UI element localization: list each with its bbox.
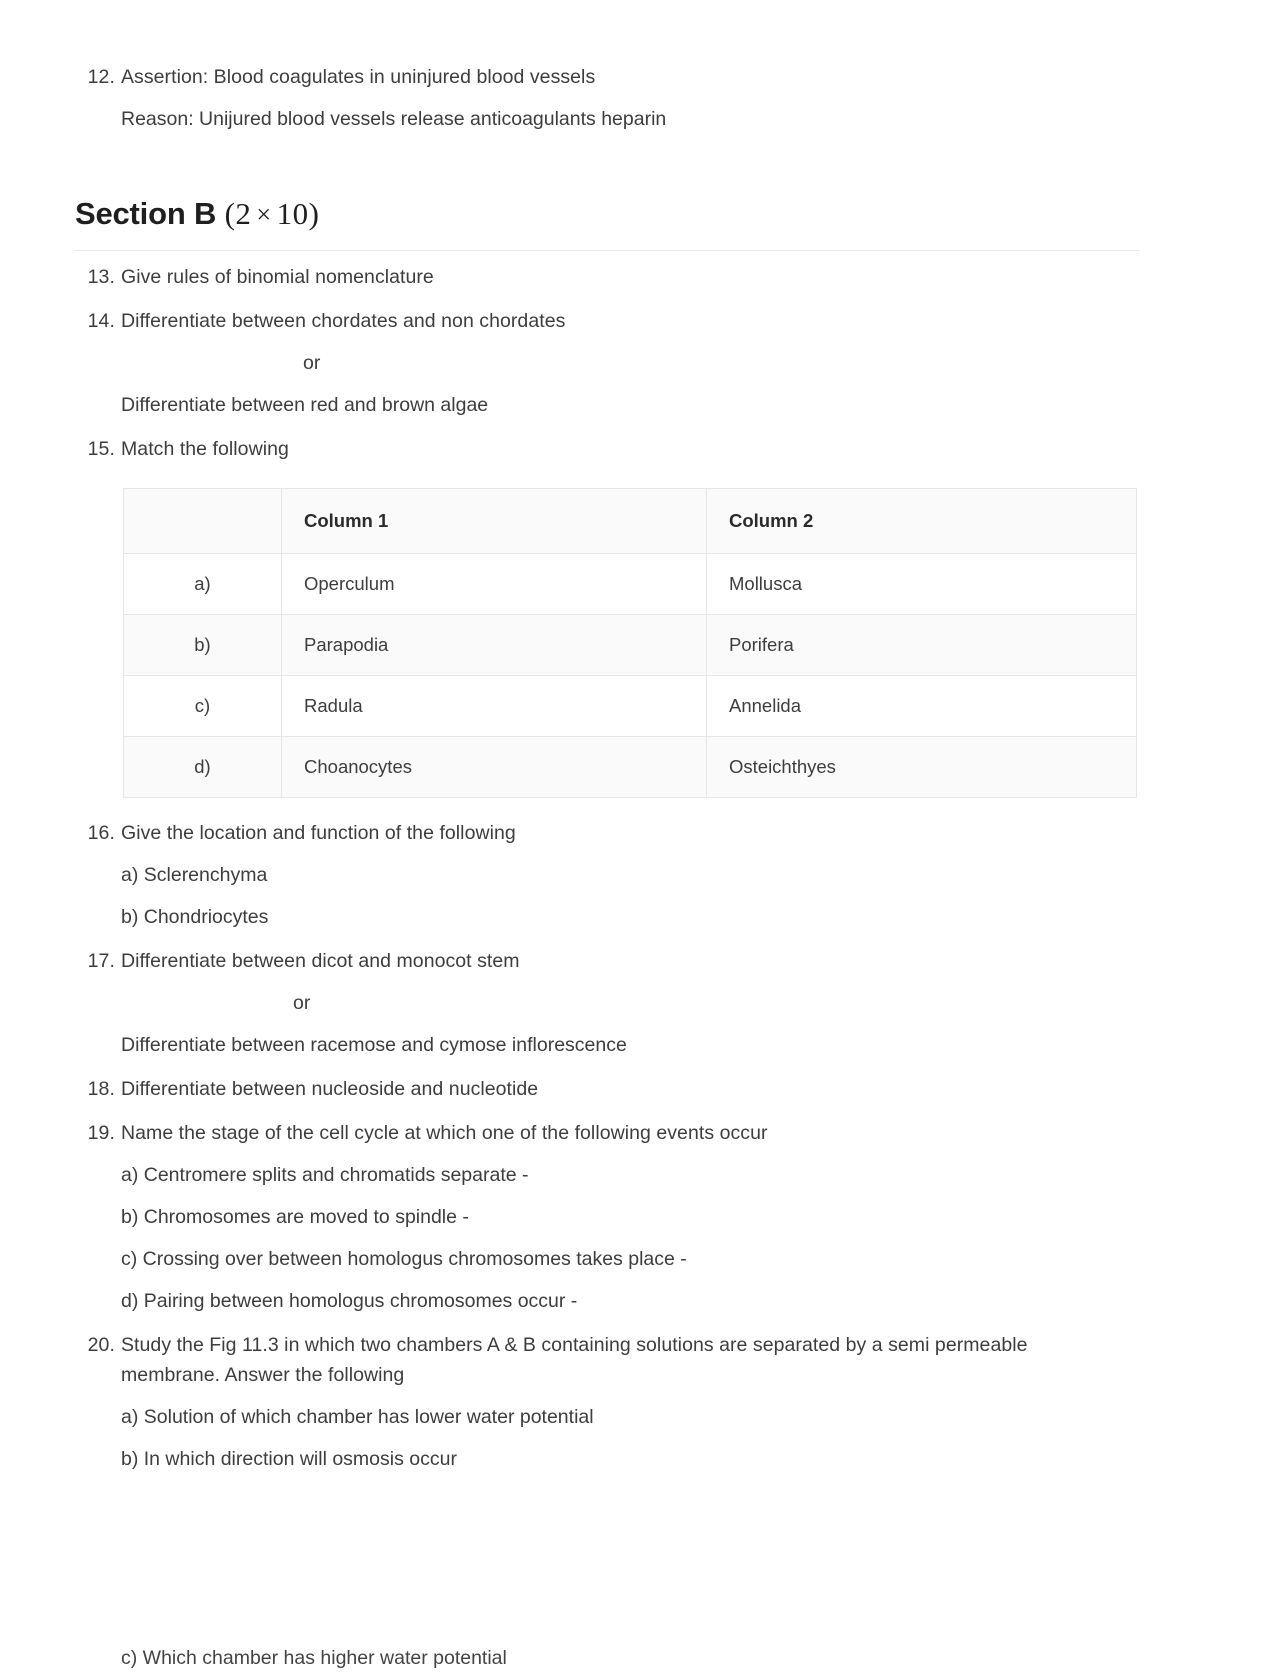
question-item-13 <box>75 262 1140 292</box>
question-number: 14. <box>87 310 115 332</box>
question-alternative-text: Differentiate between racemose and cymose inflorescence <box>121 1034 627 1056</box>
question-number: 12. <box>87 66 115 88</box>
table-header-column-2: Column 2 <box>707 489 1137 554</box>
question-reason-text: Reason: Unijured blood vessels release anticoagulants heparin <box>121 108 667 130</box>
row-key: d) <box>124 737 282 798</box>
question-text: Differentiate between dicot and monocot stem <box>121 950 520 972</box>
table-header-key <box>124 489 282 554</box>
section-marks <box>225 196 320 231</box>
question-text: Differentiate between nucleoside and nucleotide <box>121 1078 539 1100</box>
table-header-row <box>124 489 1137 554</box>
question-assertion-text: Assertion: Blood coagulates in uninjured blood vessels <box>121 66 596 88</box>
question-item-12 <box>75 62 1140 134</box>
question-text: Match the following <box>121 438 289 460</box>
row-key: c) <box>124 676 282 737</box>
table-row <box>124 615 1137 676</box>
question-number: 19. <box>87 1122 115 1144</box>
multiply-icon: × <box>256 200 272 229</box>
row-column-1: Radula <box>282 676 707 737</box>
marks-right-value: 10 <box>276 196 309 231</box>
question-part-b: b) Chromosomes are moved to spindle - <box>121 1206 469 1228</box>
table-header-column-1: Column 1 <box>282 489 707 554</box>
row-column-2: Porifera <box>707 615 1137 676</box>
row-column-1: Choanocytes <box>282 737 707 798</box>
question-number: 16. <box>87 822 115 844</box>
question-text: Differentiate between chordates and non chordates <box>121 310 566 332</box>
marks-open-paren: ( <box>224 196 236 231</box>
question-number: 20. <box>87 1334 115 1356</box>
section-title: Section B <box>75 196 217 231</box>
question-part-b: b) Chondriocytes <box>121 906 269 928</box>
question-part-a: a) Sclerenchyma <box>121 864 268 886</box>
question-item-14 <box>75 306 1140 420</box>
question-number: 17. <box>87 950 115 972</box>
table-head <box>124 489 1137 554</box>
question-part-a: a) Solution of which chamber has lower water potential <box>121 1406 594 1428</box>
match-the-following-table <box>123 488 1137 798</box>
clipped-question-part-c: c) Which chamber has higher water potential <box>121 1647 507 1669</box>
row-column-2: Osteichthyes <box>707 737 1137 798</box>
marks-close-paren: ) <box>308 196 320 231</box>
section-heading <box>75 194 1140 251</box>
question-alternative-text: Differentiate between red and brown algae <box>121 394 489 416</box>
table-row <box>124 737 1137 798</box>
marks-left-value: 2 <box>235 196 252 231</box>
question-item-16 <box>75 818 1140 932</box>
question-item-19 <box>75 1118 1140 1316</box>
row-column-2: Mollusca <box>707 554 1137 615</box>
question-part-c: c) Crossing over between homologus chromosomes takes place - <box>121 1248 687 1270</box>
question-number: 13. <box>87 266 115 288</box>
question-item-15 <box>75 434 1140 464</box>
row-column-1: Operculum <box>282 554 707 615</box>
question-part-b: b) In which direction will osmosis occur <box>121 1448 457 1470</box>
question-item-18 <box>75 1074 1140 1104</box>
question-list <box>75 262 1140 464</box>
question-text: Give rules of binomial nomenclature <box>121 266 434 288</box>
or-separator: or <box>303 352 321 374</box>
row-key: b) <box>124 615 282 676</box>
table-row <box>124 554 1137 615</box>
or-separator: or <box>293 992 311 1014</box>
question-part-a: a) Centromere splits and chromatids separate - <box>121 1164 529 1186</box>
row-key: a) <box>124 554 282 615</box>
match-table-wrapper <box>123 488 1136 798</box>
question-text: Study the Fig 11.3 in which two chambers A & B containing solutions are separated by a semi permeable membrane. Answer the following <box>121 1334 1028 1386</box>
question-item-20 <box>75 1330 1140 1474</box>
table-body <box>124 554 1137 798</box>
question-number: 15. <box>87 438 115 460</box>
question-text: Give the location and function of the following <box>121 822 516 844</box>
spacer <box>75 148 1140 194</box>
question-list-continued <box>75 818 1140 1474</box>
question-item-17 <box>75 946 1140 1060</box>
spacer <box>75 251 1140 262</box>
question-number: 18. <box>87 1078 115 1100</box>
question-text: Name the stage of the cell cycle at which one of the following events occur <box>121 1122 768 1144</box>
table-row <box>124 676 1137 737</box>
row-column-2: Annelida <box>707 676 1137 737</box>
question-part-d: d) Pairing between homologus chromosomes occur - <box>121 1290 578 1312</box>
row-column-1: Parapodia <box>282 615 707 676</box>
